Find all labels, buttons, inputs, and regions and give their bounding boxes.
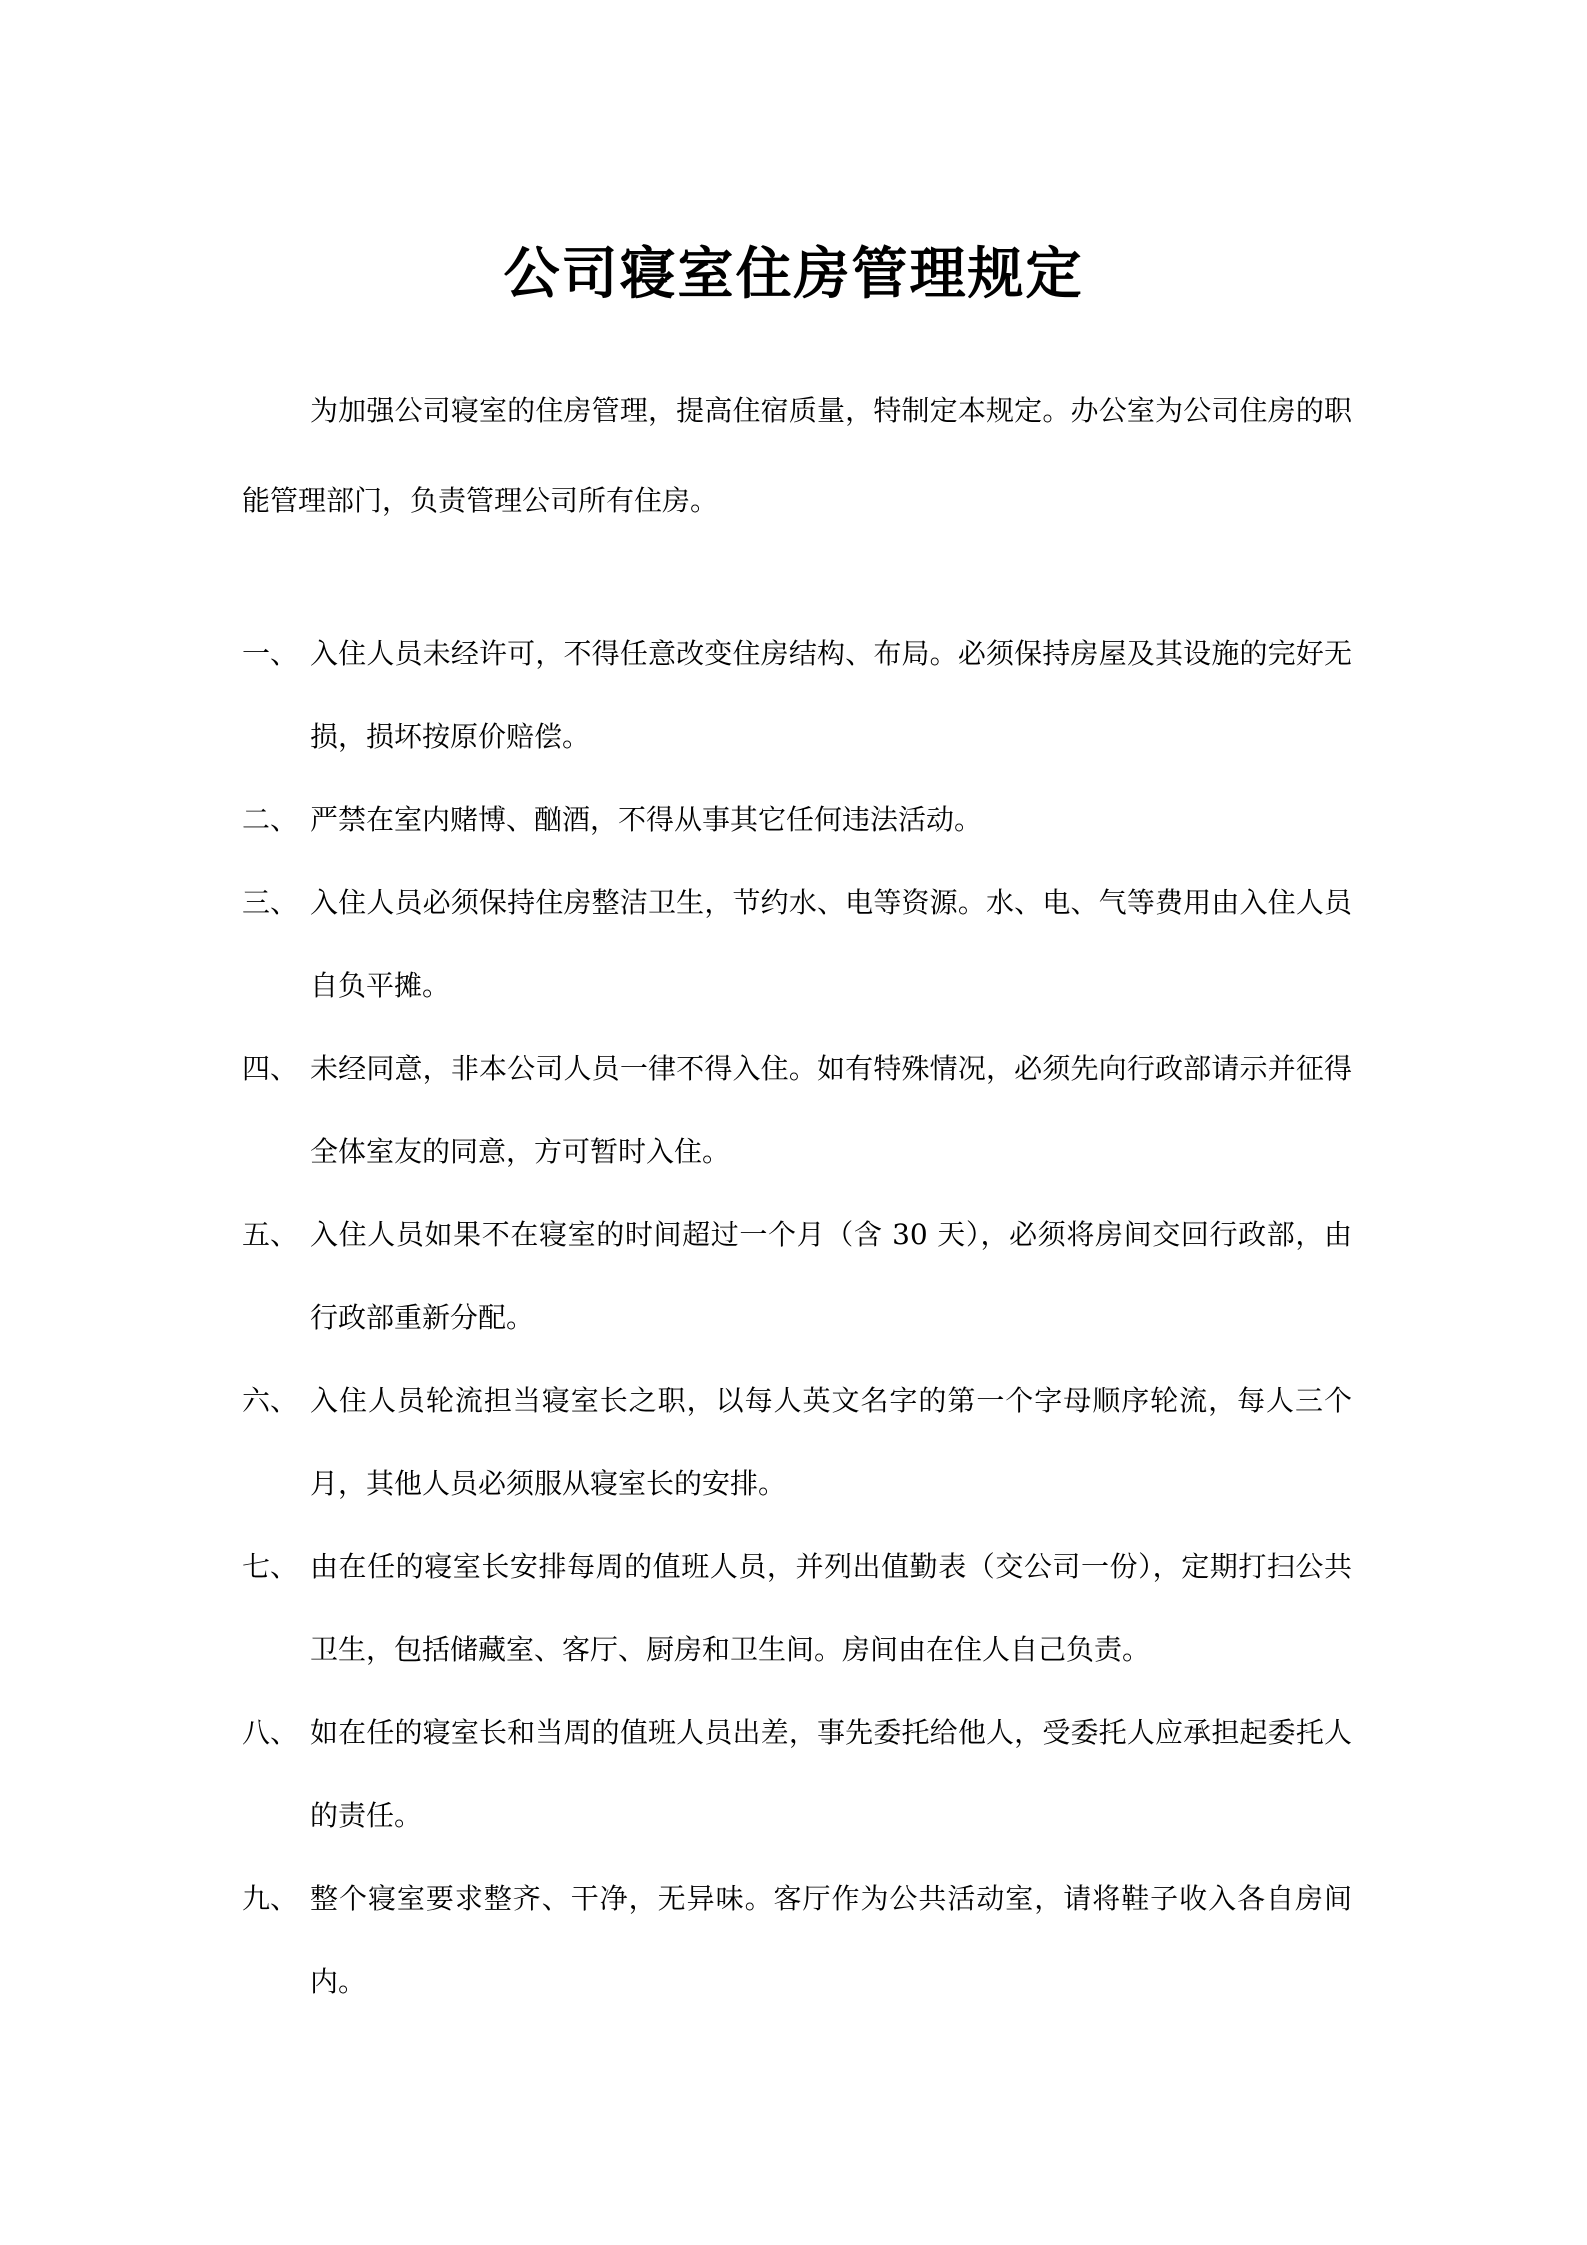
rule-text: 未经同意，非本公司人员一律不得入住。如有特殊情况，必须先向行政部请示并征得全体室友的同意，方可暂时入住。 [310,1052,1352,1168]
rule-number: 八、 [242,1716,299,1749]
rule-number: 一、 [242,637,299,670]
document-title: 公司寝室住房管理规定 [503,240,1084,307]
rule-text: 严禁在室内赌博、酗酒，不得从事其它任何违法活动。 [310,803,983,836]
rule-number: 四、 [242,1052,299,1085]
rule-item [242,1691,1352,1857]
rule-item [242,861,1352,1027]
rule-text: 入住人员如果不在寝室的时间超过一个月（含 30 天），必须将房间交回行政部，由行政部重新分配。 [310,1218,1352,1334]
intro-paragraph: 为加强公司寝室的住房管理，提高住宿质量，特制定本规定。办公室为公司住房的职能管理部门，负责管理公司所有住房。 [242,394,1352,517]
rule-text: 入住人员未经许可，不得任意改变住房结构、布局。必须保持房屋及其设施的完好无损，损坏按原价赔偿。 [310,637,1352,753]
rule-text: 由在任的寝室长安排每周的值班人员，并列出值勤表（交公司一份），定期打扫公共卫生，包括储藏室、客厅、厨房和卫生间。房间由在住人自己负责。 [310,1550,1352,1666]
rule-item [242,1027,1352,1193]
rule-number: 二、 [242,803,299,836]
rule-item [242,778,1352,861]
rule-number: 三、 [242,886,299,919]
rule-text: 如在任的寝室长和当周的值班人员出差，事先委托给他人，受委托人应承担起委托人的责任。 [310,1716,1352,1832]
rule-item [242,1359,1352,1525]
rule-text: 整个寝室要求整齐、干净，无异味。客厅作为公共活动室，请将鞋子收入各自房间内。 [310,1882,1352,1998]
rule-text: 入住人员必须保持住房整洁卫生，节约水、电等资源。水、电、气等费用由入住人员自负平摊。 [310,886,1352,1002]
rule-item [242,612,1352,778]
rule-number: 七、 [242,1550,299,1583]
rule-item [242,1857,1352,2023]
rule-number: 五、 [242,1218,299,1251]
rule-text: 入住人员轮流担当寝室长之职，以每人英文名字的第一个字母顺序轮流，每人三个月，其他人员必须服从寝室长的安排。 [310,1384,1352,1500]
rule-item [242,1193,1352,1359]
rule-number: 九、 [242,1882,299,1915]
rule-item [242,1525,1352,1691]
rules-list [242,612,1352,2023]
rule-number: 六、 [242,1384,299,1417]
